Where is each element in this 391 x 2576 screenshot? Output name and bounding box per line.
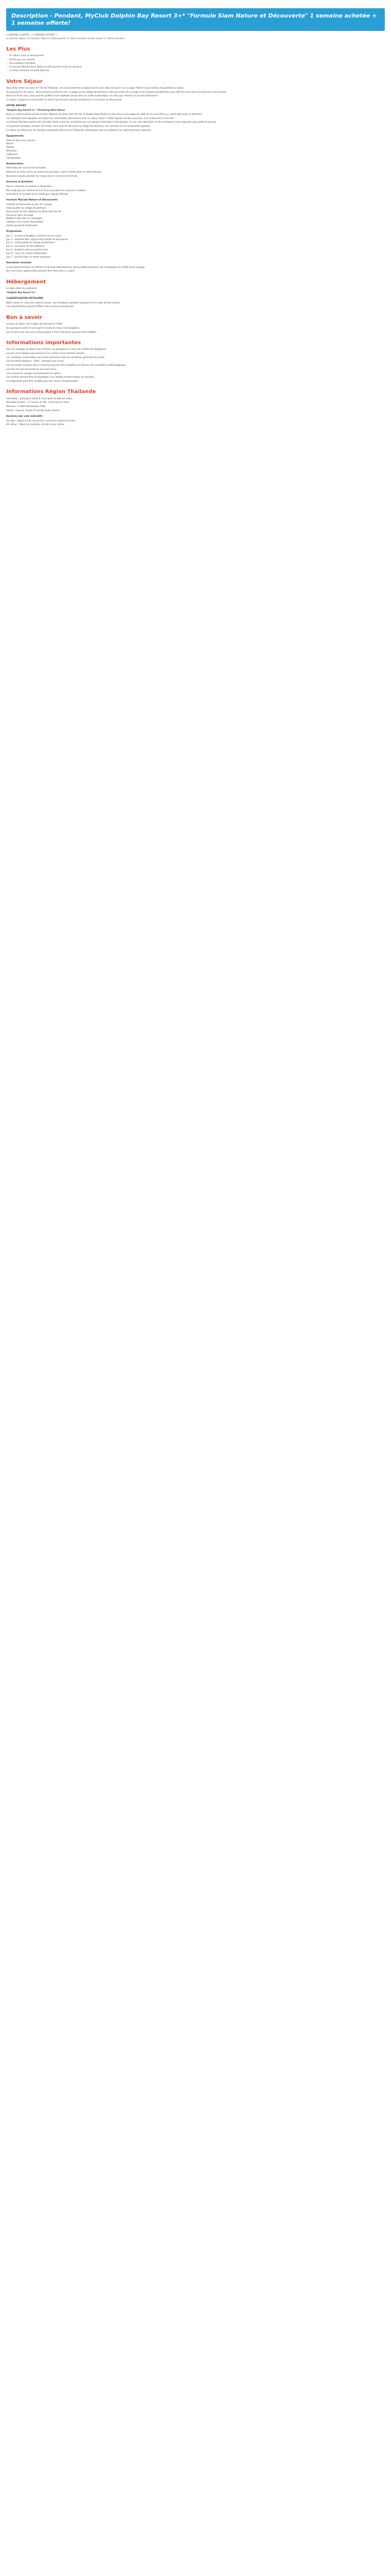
paragraph: À seulement quelques minutes de l'hôtel, vous pourrez découvrir le village de pêcheurs, ses marchés et ses restaurants typiques. xyxy=(6,125,151,128)
list-item: Visite guidée du village de pêcheurs xyxy=(6,207,47,210)
les-plus-list xyxy=(6,55,385,73)
paragraph: Les conditions d'annulation sont celles précisées dans les conditions générales de vente. xyxy=(6,356,105,359)
paragraph: Le programme peut être modifié pour des raisons d'organisation. xyxy=(6,380,79,383)
paragraph: Dans un cadre tropical proche du Parc National de Khao Sam Roi Yot, le Dolphin Bay Resort se situe face à une plage de sable fin et vous offrira un cadre idéal pour se détendre. xyxy=(6,113,203,116)
paragraph: Les assurances voyage sont proposées en option. xyxy=(6,372,62,375)
list-item: Minibar xyxy=(6,146,14,149)
section-title-infos-thailande: Informations Région Thaïlande xyxy=(6,389,96,395)
paragraph: Climat : tropical, chaud et humide toute l'année. xyxy=(6,409,60,412)
section-title-bon-a-savoir: Bon à savoir xyxy=(6,314,42,320)
list-item: Jour 3 : visite guidée du village de pêcheurs. xyxy=(6,242,56,245)
classification-title: CLASSIFICATION HÔTELIÈRE xyxy=(6,297,44,300)
paragraph: Vol aller : départ en fin de journée, arrivée le lendemain matin. xyxy=(6,419,76,422)
programme-title: Programme xyxy=(6,230,22,233)
title-banner xyxy=(6,8,385,31)
formule-list xyxy=(6,204,385,228)
paragraph: Ce séjour est idéal pour les familles souhaitant découvrir la Thaïlande authentique tout en profitant d'un cadre balnéaire reposant. xyxy=(6,129,152,132)
section-title-hebergement: Hébergement xyxy=(6,279,46,285)
list-item: Initiation à la cuisine thaïlandaise xyxy=(6,221,44,224)
paragraph: Les prix sont indiqués par personne sur la base d'une chambre double. xyxy=(6,352,85,355)
paragraph: Piscine, transats et parasols à disposition. xyxy=(6,185,53,188)
list-item: Jour 1 : arrivée à Bangkok, transfert vers le resort. xyxy=(6,234,62,238)
list-item: Balcon xyxy=(6,143,14,146)
list-item: Jour 5 : balade à vélo et marché local. xyxy=(6,249,48,252)
list-item: Excursion dans la jungle xyxy=(6,214,34,217)
list-item: • Un séjour riche en découvertes xyxy=(6,55,385,58)
section-title-votre-sejour: Votre Séjour xyxy=(6,78,43,84)
paragraph: Hôtel classé 3+ selon les normes locales. Les chambres standard disposent d'une salle de bain privée. xyxy=(6,301,121,304)
paragraph: Boissons incluses pendant les repas dans le cadre de la formule. xyxy=(6,175,78,178)
list-item: Coffre-fort xyxy=(6,153,18,156)
programme-list xyxy=(6,235,385,259)
section-title-infos-importantes: Informations importantes xyxy=(6,340,81,346)
list-item: Télévision xyxy=(6,149,17,152)
paragraph: Les transferts aéroport - hôtel - aéroport sont inclus. xyxy=(6,360,64,363)
equipments-list xyxy=(6,140,385,160)
paragraph: Au programme du séjour : découvertes en bord de mer, la plage et son village de pêcheurs. Une excursion de la jungle et les temples bouddhistes vous offriront une culture qui bercera vos journées. xyxy=(6,91,227,94)
paragraph: Décalage horaire : +5 heures en été, +6 heures en hiver. xyxy=(6,401,70,404)
paragraph: Animations en journée et en soirée par l'équipe MyClub. xyxy=(6,193,69,196)
paragraph: Les classifications peuvent différer des normes européennes. xyxy=(6,306,74,309)
paragraph: Petit-déjeuner sous forme de buffet. xyxy=(6,167,46,170)
list-item: Jour 7 : journée libre et soirée spectacle. xyxy=(6,256,52,259)
restauration-title: Restauration xyxy=(6,162,24,165)
hotel-label: Le Votre hôtel (ou similaire) xyxy=(6,287,37,291)
paragraph: Vous allez entrer au coeur de l'île de Thaïlande. Un environnement exceptionnel et vous allez découvrir sur la plage l'hôtel le plus familial et agréable du séjour. xyxy=(6,87,184,90)
list-item: Cocktail de bienvenue au bar de la plage xyxy=(6,204,52,207)
list-item: Balade à vélo dans la campagne xyxy=(6,217,43,221)
list-item: Découverte du Parc National de Khao Sam Roi Yot xyxy=(6,210,61,213)
equipments-title: Équipements xyxy=(6,134,24,138)
paragraph: Formalités : passeport valide 6 mois après la date de retour. xyxy=(6,397,73,400)
list-item: • La 2ème semaine est petit-déjeuner xyxy=(6,70,385,73)
paragraph: Un passeport valide 6 mois après la date de retour est obligatoire. xyxy=(6,327,80,330)
vols-title: Horaires des vols indicatifs xyxy=(6,415,43,418)
paragraph: La taxe de séjour est à régler directement à l'hôtel. xyxy=(6,323,63,326)
list-item: • Une ambiance familiale xyxy=(6,62,385,65)
paragraph: Les excursions incluses dans la formule peuvent être modifiées en fonction des conditions météorologiques. xyxy=(6,364,127,367)
paragraph: Les horaires des vols sont communiqués à titre indicatif et peuvent être modifiés. xyxy=(6,331,97,334)
hotel-name: "Dolphin Bay Resort 3+" xyxy=(6,291,37,294)
paragraph: Mini-club pour les enfants de 4 à 12 ans pendant les vacances scolaires. xyxy=(6,189,87,192)
paragraph: Les enfants doivent être accompagnés d'un adulte pendant toutes les activités. xyxy=(6,376,95,379)
list-item: Jour 4 : excursion au Parc National. xyxy=(6,245,45,248)
paragraph: Déjeuner et dîner servis au restaurant principal, cuisine thaïlandaise et internationale. xyxy=(6,171,102,174)
paragraph: Vol retour : départ en matinée, arrivée le soir même. xyxy=(6,423,65,427)
intro-block xyxy=(6,34,385,41)
list-item: • La formule MyClub Siam Nature et Découverte inclus 2e semaine xyxy=(6,66,385,69)
list-item: Jour 6 : cours de cuisine thaïlandaise. xyxy=(6,252,48,255)
paragraph: Les frais de visa éventuels ne sont pas inclus. xyxy=(6,368,57,371)
list-item: Salle de bain avec douche xyxy=(6,139,36,142)
activites-title: Services & Activités xyxy=(6,181,33,184)
list-item: • Portail pour les enfants xyxy=(6,59,385,62)
paragraph: Ce séjour, proposé en exclusivité, le reste d'une touche spéciale d'exotisme à ce formule de découverte. xyxy=(6,99,123,102)
paragraph: Des excursions optionnelles peuvent être réservées sur place. xyxy=(6,270,75,273)
list-item: Climatisation xyxy=(6,157,21,160)
section-title-les-plus: Les Plus xyxy=(6,46,30,52)
list-item: Jour 2 : matinée libre, après-midi cocktail de bienvenue. xyxy=(6,238,69,241)
paragraph: La deuxième semaine est offerte en formule petit-déjeuner. Vous profitez librement des installations de l'hôtel et de la plage. xyxy=(6,266,145,269)
intro-line: 1 SEMAINE ACHETÉE = 1 SEMAINE OFFERTE !! xyxy=(6,33,58,37)
intro-line: Le premier séjour à la formule "Nature et Découverte" à "2ème semaine d'autre séjour" à "2ème semaine". xyxy=(6,37,126,40)
paragraph: Pour les voyages au départ de la France, un passeport en cours de validité est obligatoire. xyxy=(6,348,107,351)
paragraph: La formule MyClub propose des activités toute la journée encadrées par une équipe d'animation francophone. Le soir, des spectacles et des animations sont organisés pour petits et grands. xyxy=(6,121,217,124)
page xyxy=(0,0,391,427)
page-title: Description - Pendant, MyClub Dolphin Bay Resort 3+* "Formule Siam Nature et Découverte" 1 semaine achetée + 1 semaine offerte! xyxy=(11,12,377,26)
semaine-title: Deuxième semaine xyxy=(6,261,32,264)
paragraph: Les chambres sont équipées de toutes les commodités nécessaires pour un séjour réussi. L'hôtel dispose de deux piscines, d'un restaurant et d'un bar. xyxy=(6,117,174,120)
paragraph: Monnaie : le Baht thaïlandais (THB). xyxy=(6,405,46,409)
list-item: Soirée spectacle thaïlandais xyxy=(6,224,38,227)
formule-title: Formule MyClub Nature et Découverte xyxy=(6,199,58,202)
hotel-title: VOTRE RESORT xyxy=(6,105,27,108)
paragraph: Bercé au fil de l'eau, vous pourrez profiter d'une agréable pause dans un cadre authentique. Le club vous réserve un accueil chaleureux. xyxy=(6,95,158,98)
hotel-name: "Dolphin Bay Resort 3+" (Prachuap Khiri Khan) xyxy=(6,109,65,112)
